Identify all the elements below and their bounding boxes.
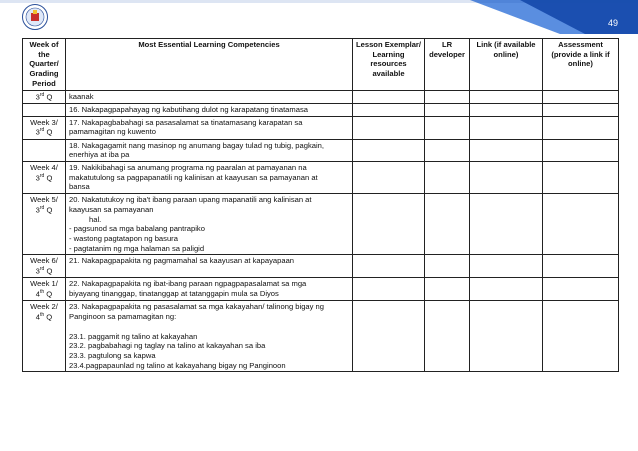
lr-cell — [425, 103, 470, 116]
col-competencies: Most Essential Learning Competencies — [66, 39, 353, 91]
competency-cell — [66, 301, 353, 372]
competency-cell — [66, 103, 353, 116]
table-row — [23, 90, 619, 103]
lesson-cell — [353, 139, 425, 161]
link-cell — [470, 278, 543, 301]
competency-line: Panginoon sa pamamagitan ng: — [69, 312, 177, 322]
week-cell: Week 2/ 4th Q — [23, 301, 66, 372]
lesson-cell — [353, 90, 425, 103]
week-cell: Week 6/ 3rd Q — [23, 255, 66, 278]
table-row — [23, 103, 619, 116]
competency-line: kaayusan sa pamayanan — [69, 204, 154, 214]
lesson-cell — [353, 255, 425, 278]
lr-cell — [425, 139, 470, 161]
link-cell — [470, 139, 543, 161]
competency-line: makatutulong sa pagpapanatili ng kalinisan at kaayusan sa pamayanan at — [69, 172, 318, 182]
competency-line: bansa — [69, 182, 90, 192]
competency-line: biyayang tinanggap, tinatanggap at tatanggapin mula sa Diyos — [69, 289, 279, 299]
assessment-cell — [543, 139, 619, 161]
link-cell — [470, 116, 543, 139]
lr-cell — [425, 116, 470, 139]
lr-cell — [425, 90, 470, 103]
link-cell — [470, 255, 543, 278]
competency-line: 18. Nakagagamit nang masinop ng anumang bagay tulad ng tubig, pagkain, — [69, 140, 324, 150]
table-row — [23, 301, 619, 372]
table-row — [23, 161, 619, 193]
week-cell — [23, 139, 66, 161]
competency-cell — [66, 161, 353, 193]
melc-table — [22, 38, 619, 372]
table-row — [23, 139, 619, 161]
link-cell — [470, 103, 543, 116]
competency-line: enerhiya at iba pa — [69, 150, 130, 160]
assessment-cell — [543, 103, 619, 116]
lesson-cell — [353, 161, 425, 193]
competency-cell — [66, 255, 353, 278]
assessment-cell — [543, 90, 619, 103]
competency-line: - wastong pagtatapon ng basura — [69, 234, 178, 243]
table-row — [23, 116, 619, 139]
lesson-cell — [353, 301, 425, 372]
col-assessment: Assessment (provide a link if online) — [543, 39, 619, 91]
col-lr: LR developer — [425, 39, 470, 91]
competency-cell — [66, 194, 353, 255]
lesson-cell — [353, 103, 425, 116]
competency-line: pamamagitan ng kuwento — [69, 127, 156, 137]
table-header-row — [23, 39, 619, 91]
competency-line: hal. — [89, 214, 102, 224]
table-row — [23, 278, 619, 301]
competency-line: - pagtatanim ng mga halaman sa paligid — [69, 243, 205, 253]
lr-cell — [425, 278, 470, 301]
deped-seal-icon — [22, 4, 48, 30]
col-link: Link (if available online) — [470, 39, 543, 91]
competency-line: 17. Nakapagbabahagi sa pasasalamat sa tinatamasang karapatan sa — [69, 117, 303, 127]
link-cell — [470, 161, 543, 193]
header-banner — [0, 0, 638, 34]
lr-cell — [425, 194, 470, 255]
competency-line: 19. Nakikibahagi sa anumang programa ng paaralan at pamayanan na — [69, 162, 307, 172]
lr-cell — [425, 161, 470, 193]
col-week: Week of the Quarter/ Grading Period — [23, 39, 66, 91]
link-cell — [470, 194, 543, 255]
competency-line: 23. Nakapagpapakita ng pasasalamat sa mga kakayahan/ talinong bigay ng — [69, 302, 324, 312]
competency-line: 23.1. paggamit ng talino at kakayahan — [69, 331, 198, 341]
week-cell: Week 3/ 3rd Q — [23, 116, 66, 139]
competency-line: 23.3. pagtulong sa kapwa — [69, 350, 156, 360]
assessment-cell — [543, 278, 619, 301]
assessment-cell — [543, 255, 619, 278]
competency-line: - pagsunod sa mga babalang pantrapiko — [69, 224, 205, 234]
lr-cell — [425, 255, 470, 278]
assessment-cell — [543, 301, 619, 372]
competency-cell — [66, 90, 353, 103]
col-lesson: Lesson Exemplar/ Learning resources available — [353, 39, 425, 91]
table-row — [23, 255, 619, 278]
assessment-cell — [543, 194, 619, 255]
week-cell: Week 5/ 3rd Q — [23, 194, 66, 255]
competency-line: 16. Nakapagpapahayag ng kabutihang dulot ng karapatang tinatamasa — [69, 104, 308, 114]
lesson-cell — [353, 194, 425, 255]
competency-cell — [66, 139, 353, 161]
week-cell: 3rd Q — [23, 90, 66, 103]
week-cell: Week 4/ 3rd Q — [23, 161, 66, 193]
competency-line: 23.2. pagbabahagi ng taglay na talino at kakayahan sa iba — [69, 341, 266, 351]
assessment-cell — [543, 116, 619, 139]
competency-cell — [66, 116, 353, 139]
competency-line: 23.4.pagpapaunlad ng talino at kakayahang bigay ng Panginoon — [69, 360, 286, 370]
week-cell — [23, 103, 66, 116]
competency-line: 20. Nakatutukoy ng iba't ibang paraan upang mapanatili ang kalinisan at — [69, 195, 312, 205]
link-cell — [470, 90, 543, 103]
lr-cell — [425, 301, 470, 372]
competency-line: 21. Nakapagpapakita ng pagmamahal sa kaayusan at kapayapaan — [69, 256, 295, 266]
link-cell — [470, 301, 543, 372]
lesson-cell — [353, 116, 425, 139]
page-number: 49 — [607, 18, 618, 28]
competency-line: 22. Nakapagpapakita ng ibat-ibang paraan ngpagpapasalamat sa mga — [69, 279, 307, 289]
competency-cell — [66, 278, 353, 301]
competency-line: kaanak — [69, 91, 94, 101]
lesson-cell — [353, 278, 425, 301]
week-cell: Week 1/ 4th Q — [23, 278, 66, 301]
competency-line — [69, 322, 349, 332]
table-row — [23, 194, 619, 255]
assessment-cell — [543, 161, 619, 193]
